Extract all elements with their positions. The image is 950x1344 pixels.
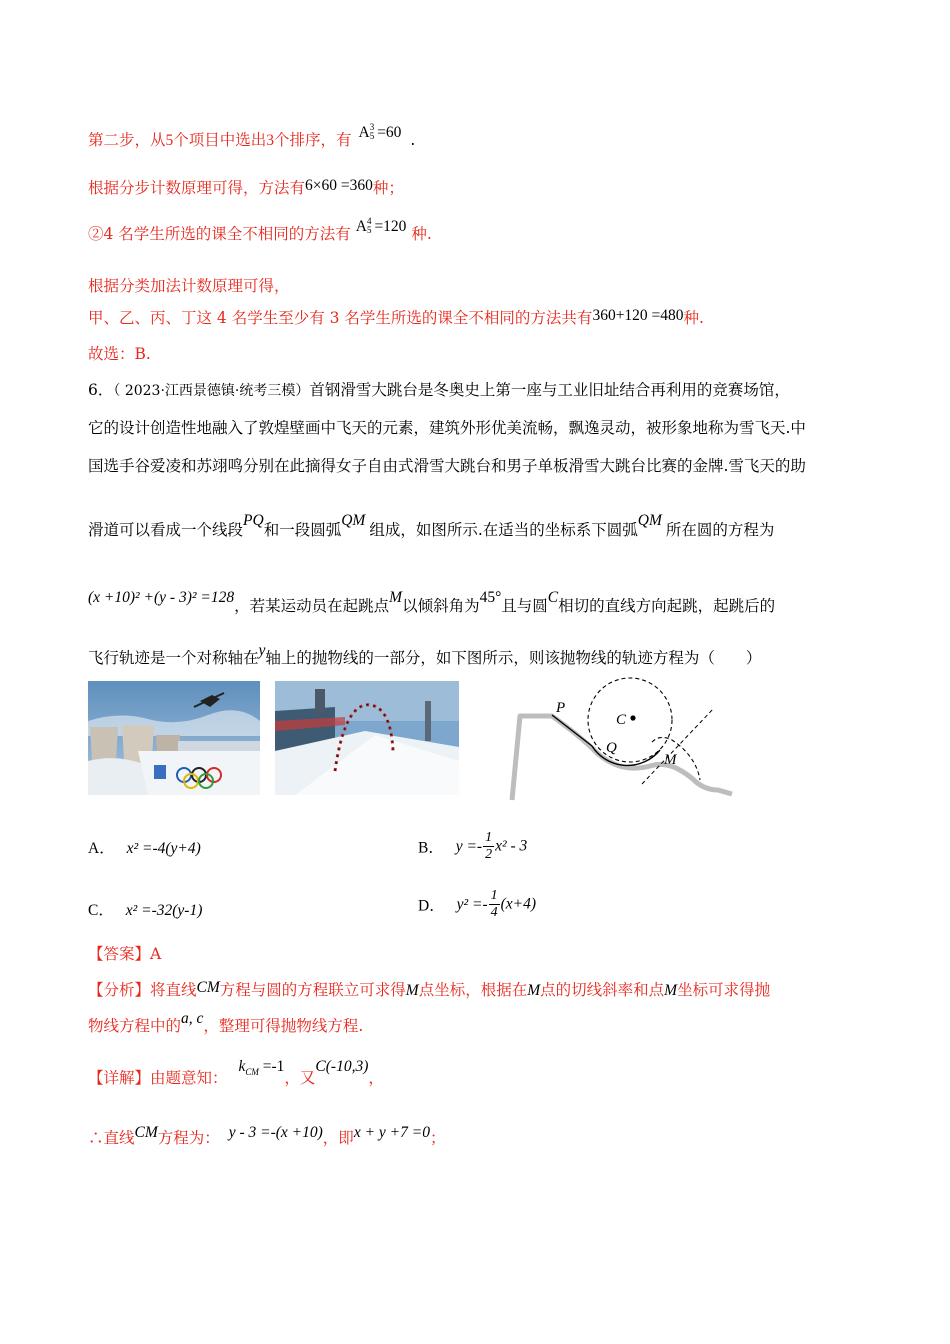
option-d[interactable] (418, 888, 536, 921)
text: ， (368, 1069, 384, 1087)
math-sub: 5 (369, 131, 375, 141)
label-q: Q (606, 740, 617, 756)
option-b-prefix: y =- (455, 837, 483, 855)
option-c-text: x² =-32(y-1) (125, 902, 203, 919)
solution-line-case2 (88, 216, 432, 245)
text: 物线方程中的 (88, 1017, 182, 1035)
text: ，整理可得抛物线方程. (203, 1017, 364, 1035)
center-point-c (630, 715, 635, 720)
math-pq: PQ (243, 512, 264, 529)
analysis-line-2 (88, 1010, 364, 1037)
fraction-numerator: 1 (485, 830, 493, 845)
math-m: M (405, 982, 419, 999)
analysis-tag: 【分析】 (88, 981, 151, 999)
question-line-2: 它的设计创造性地融入了敦煌壁画中飞天的元素，建筑外形优美流畅，飘逸灵动，被形象地称为雪飞天.中 (88, 419, 806, 437)
math-k: k (238, 1058, 246, 1075)
line-equation-simplified: x + y +7 =0 (353, 1124, 430, 1141)
option-c[interactable] (88, 898, 202, 920)
text: 点坐标，根据在 (418, 981, 528, 999)
question-line-1 (88, 380, 790, 401)
option-d-prefix: y² =- (456, 895, 488, 913)
solution-line-addition: 根据分类加法计数原理可得， (88, 277, 290, 295)
math: 6×60 =360 (305, 177, 373, 194)
math-eq: =120 (374, 218, 407, 235)
math-symbol: A (355, 218, 367, 235)
detail-line-1 (88, 1058, 384, 1090)
math-cm: CM (134, 1124, 158, 1141)
fraction-numerator: 1 (490, 888, 498, 903)
text: 个排序，有 (274, 131, 352, 149)
text: 点的切线斜率和点 (540, 981, 665, 999)
option-label: C． (88, 902, 114, 919)
ski-jump-diagram (500, 672, 740, 802)
label-p: P (556, 700, 566, 716)
solution-line-step2 (88, 122, 416, 151)
detail-tag: 【详解】 (88, 1069, 151, 1087)
math-cm: CM (196, 979, 220, 996)
text: 和一段圆弧 (263, 521, 342, 539)
number: 5 (165, 132, 174, 149)
option-label: D． (418, 897, 445, 915)
tangent-line (642, 708, 714, 784)
math-arc-qm: QM (341, 512, 366, 529)
math-sup: 3 (369, 122, 375, 132)
text: ； (429, 1129, 446, 1147)
option-label: B． (418, 839, 444, 857)
text: 方程为： (157, 1129, 220, 1147)
math-sub: 5 (366, 225, 372, 235)
text: ∴直线 (88, 1129, 135, 1147)
math-sup: 4 (366, 216, 372, 226)
photo-big-air-jump-image (88, 681, 260, 795)
option-b[interactable] (418, 830, 527, 863)
math-value: =-1 (258, 1058, 285, 1075)
math-sub: CM (245, 1067, 259, 1077)
math-m: M (527, 982, 541, 999)
text: 个项目中选出 (173, 131, 267, 149)
circle-c (588, 678, 672, 762)
question-line-3: 国选手谷爱凌和苏翊鸣分别在此摘得女子自由式滑雪大跳台和男子单板滑雪大跳台比赛的金牌.雪飞天的助 (88, 457, 806, 475)
math-symbol: A (358, 124, 370, 141)
text: 坐标可求得抛 (677, 981, 771, 999)
question-line-6 (88, 642, 762, 669)
text: 相切的直线方向起跳，起跳后的 (558, 597, 776, 615)
question-source: （ 2023·江西景德镇·统考三模） (113, 383, 310, 399)
text: 以倾斜角为 (402, 597, 480, 615)
solution-line-choice: 故选：B. (88, 345, 151, 363)
text: 第二步，从 (88, 131, 166, 149)
analysis-line-1 (88, 980, 770, 1001)
option-a-text: x² =-4(y+4) (126, 840, 201, 857)
ski-slope-outline (512, 716, 732, 800)
label-c: C (616, 712, 627, 728)
option-b-suffix: x² - 3 (495, 837, 528, 855)
question-line-5 (88, 589, 776, 617)
number: 3 (266, 132, 275, 149)
text: 种. (411, 225, 432, 243)
text: 由题意知： (150, 1069, 228, 1087)
math-a53 (358, 123, 401, 143)
math-c: C (547, 589, 559, 606)
fraction-denominator: 2 (485, 847, 493, 862)
solution-line-total (88, 308, 704, 329)
label-m: M (664, 752, 677, 768)
fraction-denominator: 4 (490, 905, 498, 920)
math-m: M (389, 589, 403, 606)
line-equation: y - 3 =-(x +10) (228, 1124, 323, 1141)
option-label: A． (88, 840, 115, 857)
math-a54 (356, 217, 407, 237)
text: 组成，如图所示.在适当的坐标系下圆弧 (369, 521, 638, 539)
math-slope (238, 1058, 284, 1075)
detail-line-2 (88, 1124, 446, 1149)
math-m: M (664, 982, 678, 999)
text: 首钢滑雪大跳台是冬奥史上第一座与工业旧址结合再利用的竞赛场馆， (309, 381, 790, 399)
math-arc-qm: QM (637, 512, 662, 529)
text: 根据分步计数原理可得，方法有 (88, 179, 306, 197)
option-a[interactable] (88, 836, 201, 858)
math-y: y (258, 642, 266, 659)
answer-line: 【答案】A (88, 945, 162, 963)
text: 方程与圆的方程联立可求得 (219, 981, 406, 999)
photo-jump-sequence (275, 681, 459, 795)
text: ，若某运动员在起跳点 (234, 597, 390, 615)
text: ，又 (284, 1069, 316, 1087)
question-number: 6． (88, 381, 114, 399)
math: 360+120 =480 (592, 307, 684, 324)
period: . (410, 131, 416, 149)
text: 将直线 (150, 981, 197, 999)
solution-line-multiply (88, 178, 404, 199)
text: ，即 (322, 1129, 354, 1147)
circle-equation: (x +10)² +(y - 3)² =128 (88, 589, 235, 606)
question-line-4 (88, 512, 775, 541)
math-point-c: C(-10,3) (315, 1058, 369, 1075)
text: 甲、乙、丙、丁这 4 名学生至少有 3 名学生所选的课全不相同的方法共有 (88, 309, 593, 327)
text: 种； (372, 179, 404, 197)
text: ②4 名学生所选的课全不相同的方法有 (88, 225, 351, 243)
option-d-suffix: (x+4) (500, 895, 537, 913)
text: 飞行轨迹是一个对称轴在 (88, 649, 259, 667)
photo-big-air-jump (88, 681, 260, 795)
option-b-fraction (483, 830, 494, 863)
photo-jump-sequence-image (275, 681, 459, 795)
option-d-fraction (489, 888, 500, 921)
text: 且与圆 (501, 597, 548, 615)
segment-pq (552, 715, 592, 746)
math-eq: =60 (377, 124, 402, 141)
math-angle: 45° (479, 589, 502, 606)
text: 所在圆的方程为 (665, 521, 775, 539)
math-ac: a, c (181, 1010, 204, 1027)
text: 轴上的抛物线的一部分，如下图所示，则该抛物线的轨迹方程为（ ） (265, 649, 762, 667)
text: 滑道可以看成一个线段 (88, 521, 244, 539)
text: 种. (683, 309, 704, 327)
